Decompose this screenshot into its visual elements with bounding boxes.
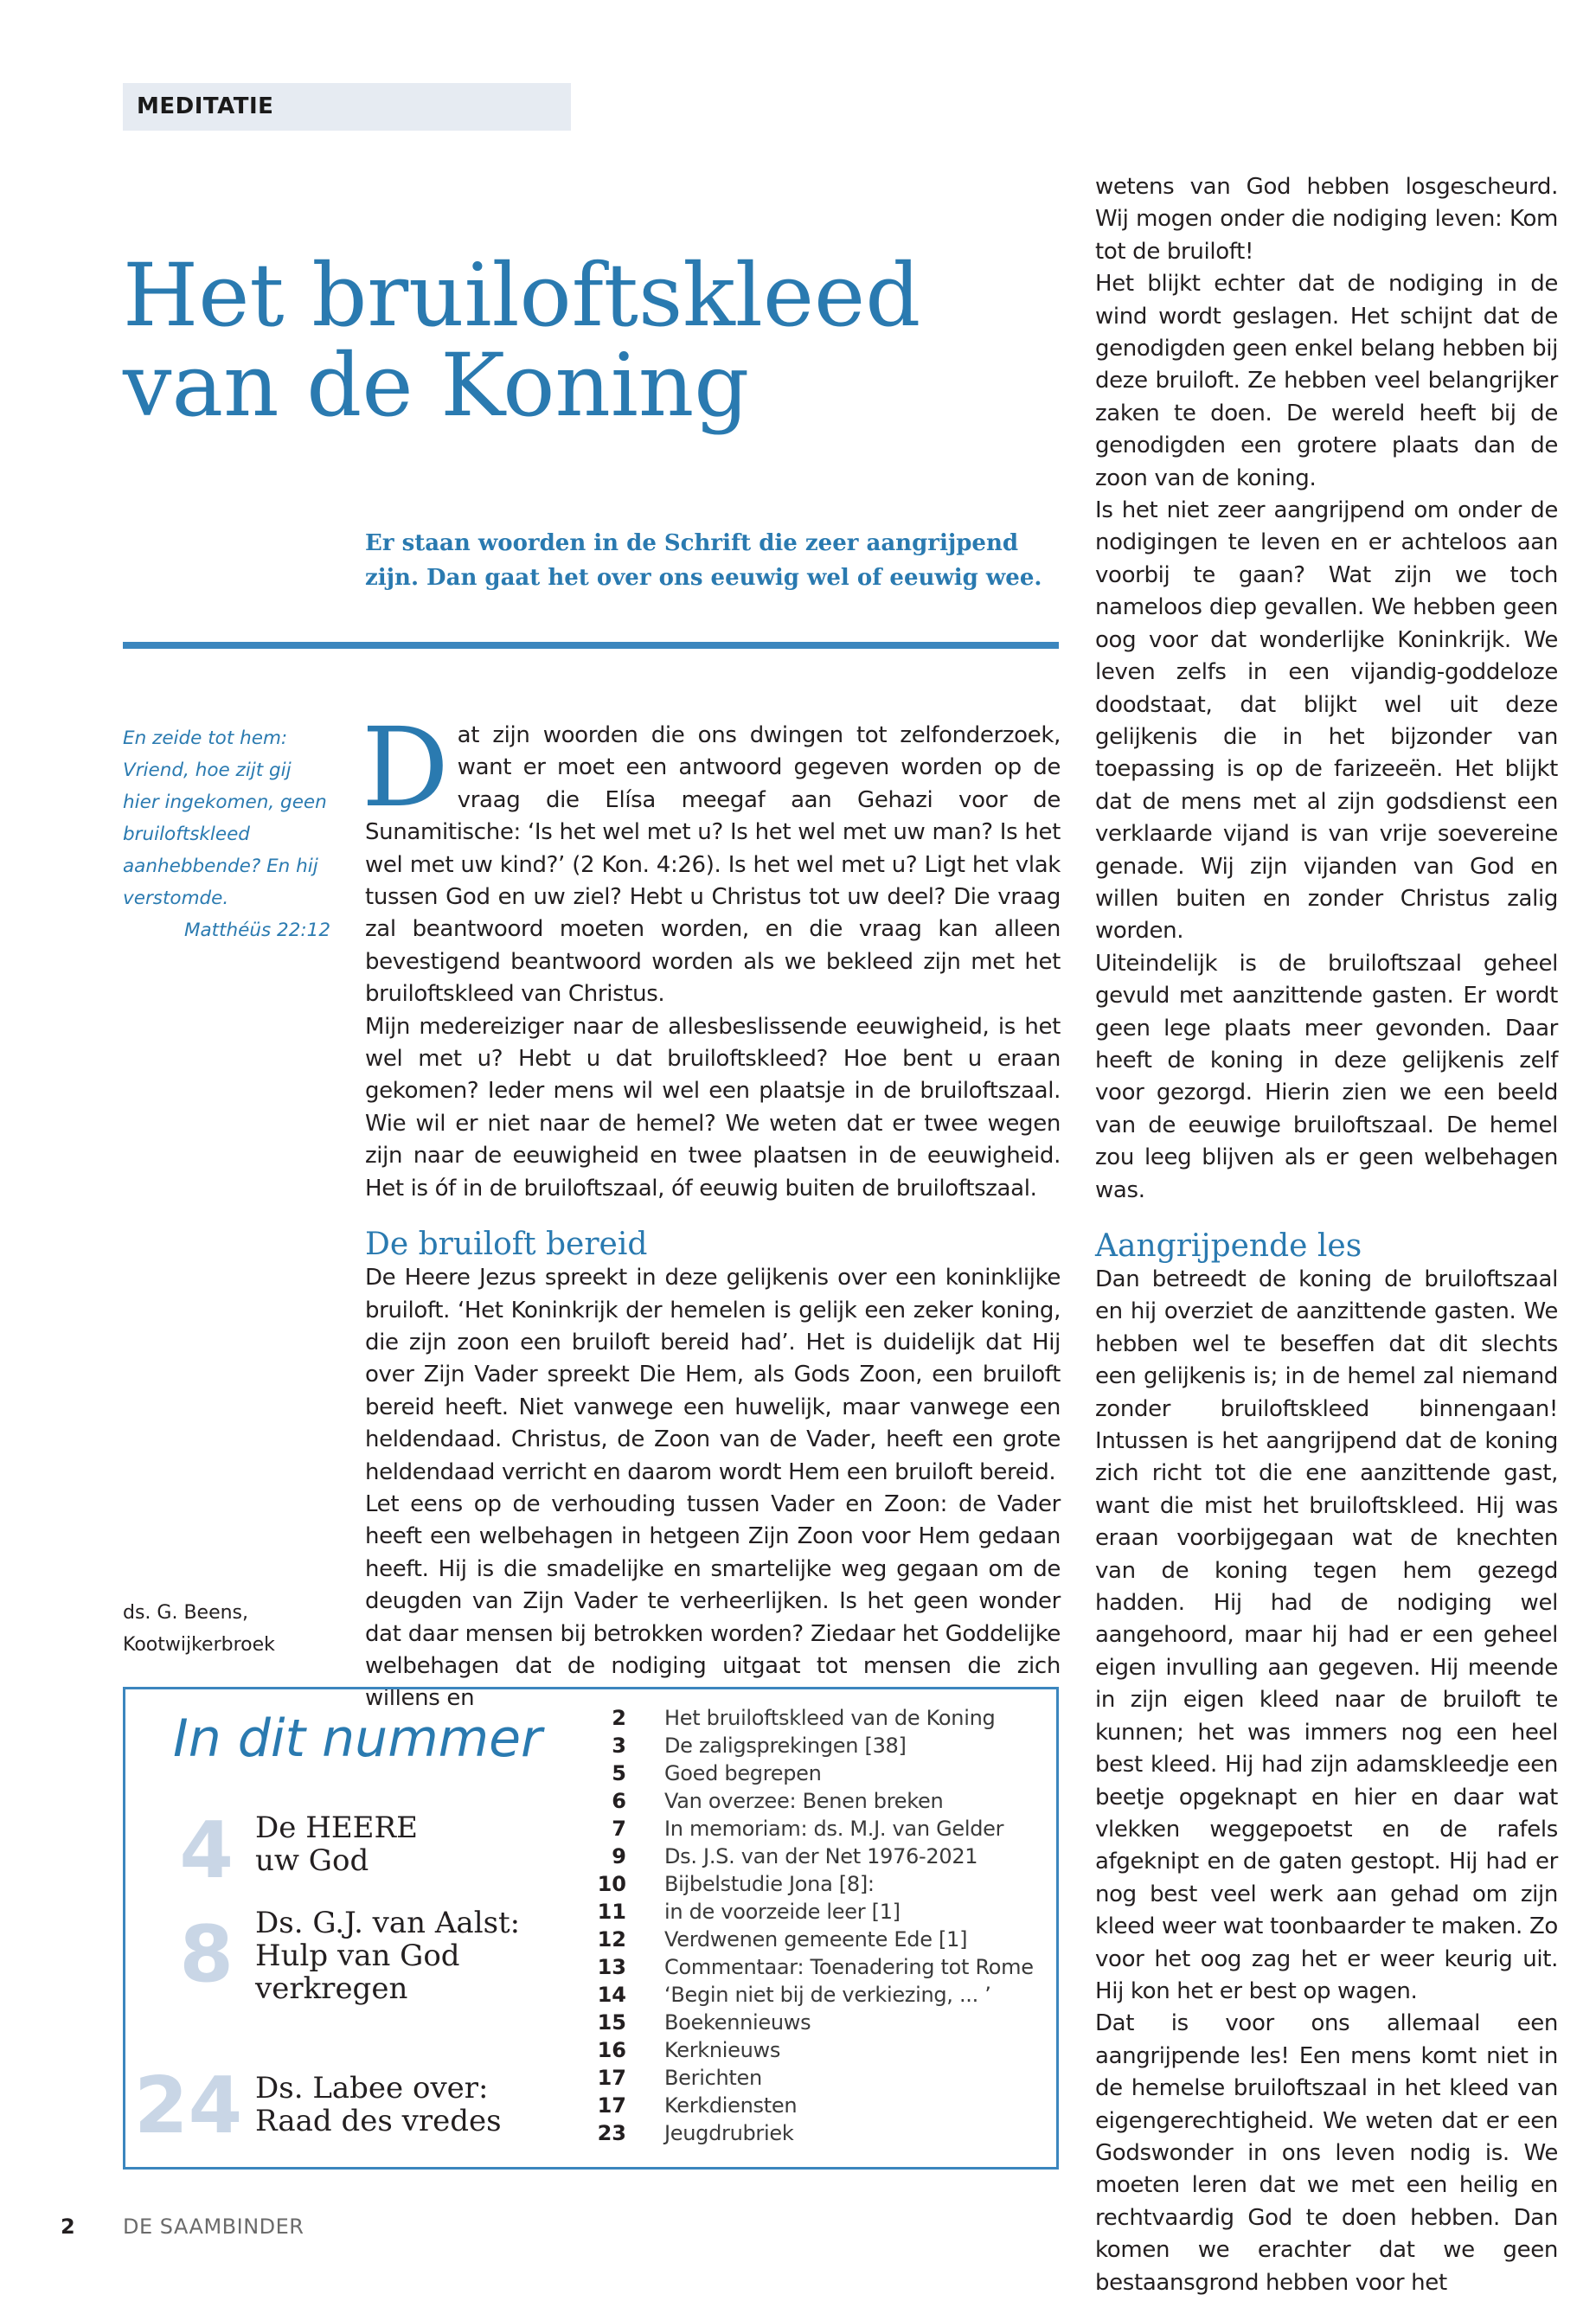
author-name: ds. G. Beens,	[123, 1602, 249, 1624]
toc-item[interactable]	[571, 1704, 1055, 1732]
toc-title: Verdwenen gemeente Ede [1]	[664, 1927, 968, 1952]
toc-item[interactable]	[571, 2036, 1055, 2064]
title-divider	[123, 642, 1059, 649]
toc-page: 13	[597, 1955, 626, 1979]
paragraph-2: Mijn medereiziger naar de allesbeslissende eeuwigheid, is het wel met u? Hebt u dat bruiloftskleed? Hoe bent u eraan gekomen? Ieder mens wil wel een plaatsje in de bruiloftszaal. Wie wil er niet naar de hemel? We weten dat er twee wegen zijn naar de eeuwigheid en twee plaatsen in de eeuwigheid. Het is óf in de bruiloftszaal, óf eeuwig buiten de bruiloftszaal.	[365, 1013, 1061, 1202]
table-of-contents	[571, 1704, 1055, 2147]
toc-title: Jeugdrubriek	[664, 2121, 794, 2145]
toc-item[interactable]	[571, 2064, 1055, 2092]
feature-line: De HEERE	[255, 1811, 418, 1845]
scripture-quote	[123, 722, 330, 946]
toc-item[interactable]	[571, 1759, 1055, 1787]
feature-title	[255, 1907, 549, 2005]
feature-item[interactable]	[134, 1906, 549, 2007]
toc-page: 10	[597, 1872, 626, 1896]
feature-line: uw God	[255, 1843, 369, 1878]
toc-title: Van overzee: Benen breken	[664, 1789, 944, 1813]
toc-page: 5	[612, 1761, 626, 1785]
title-line-1: Het bruiloftskleed	[123, 245, 921, 346]
toc-page: 16	[597, 2038, 626, 2062]
paragraph-3: De Heere Jezus spreekt in deze gelijkenis over een koninklijke bruiloft. ‘Het Koninkrijk der hemelen is gelijk een zeker koning, die zijn zoon een bruiloft bereid had’. Het is duidelijk dat Hij over Zijn Vader spreekt Die Hem, als Gods Zoon, een bruiloft bereid heeft. Niet vanwege een huwelijk, maar vanwege een heldendaad. Christus, de Zoon van de Vader, heeft een grote heldendaad verricht en daarom wordt Hem een bruiloft bereid.	[365, 1265, 1061, 1485]
article-column-middle	[362, 704, 1061, 1715]
author-credit	[123, 1597, 330, 1661]
toc-title: in de voorzeide leer [1]	[664, 1900, 901, 1924]
feature-title	[255, 2072, 549, 2138]
toc-title: Ds. J.S. van der Net 1976-2021	[664, 1844, 978, 1868]
toc-page: 9	[612, 1844, 626, 1868]
lead-paragraph: Er staan woorden in de Schrift die zeer aangrijpend zijn. Dan gaat het over ons eeuwig wel of eeuwig wee.	[365, 530, 1042, 591]
toc-item[interactable]	[571, 1926, 1055, 1953]
toc-title: Bijbelstudie Jona [8]:	[664, 1872, 875, 1896]
feature-page-number: 24	[134, 2061, 243, 2151]
toc-page: 23	[597, 2121, 626, 2145]
toc-item[interactable]	[571, 2119, 1055, 2147]
feature-line: verkregen	[255, 1971, 408, 2006]
paragraph-9: Dan betreedt de koning de bruiloftszaal en hij overziet de aanzittende gasten. We hebben wel te beseffen dat dit slechts een gelijkenis is; in de hemel zal niemand zonder bruiloftskleed binnengaan! Intussen is het aangrijpend dat de koning zich richt tot die ene aanzittende gast, want die mist het bruiloftskleed. Hij was eraan voorbijgegaan wat de knechten van de koning tegen hem gezegd hadden. Hij had de nodiging wel aangehoord, maar hij had er een geheel eigen invulling aan gegeven. Hij meende in zijn eigen kleed naar de bruiloft te kunnen; het was immers nog een heel best kleed. Hij had zijn adamskleedje een beetje opgeknapt en hier en daar wat vlekken weggepoetst en de rafels afgeknipt en de gaten gestopt. Hij had er nog best veel werk aan gehad om zijn kleed weer wat toonbaarder te maken. Zo voor het oog zag het er weer keurig uit. Hij kon het er best op wagen.	[1095, 1266, 1558, 2004]
toc-item[interactable]	[571, 1870, 1055, 1898]
feature-page-number: 4	[179, 1805, 234, 1896]
feature-line: Ds. Labee over:	[255, 2071, 489, 2106]
toc-page: 14	[597, 1983, 626, 2007]
toc-item[interactable]	[571, 1732, 1055, 1759]
toc-page: 7	[612, 1817, 626, 1841]
feature-line: Raad des vredes	[255, 2104, 502, 2138]
toc-title: ‘Begin niet bij de verkiezing, ... ’	[664, 1983, 991, 2007]
paragraph-4: Let eens op de verhouding tussen Vader en Zoon: de Vader heeft een welbehagen in hetgeen Zijn Zoon voor Hem gedaan heeft. Hij is die smadelijke en smartelijke weg gegaan om de deugden van Zijn Vader te verheerlijken. Is het geen wonder dat daar mensen bij betrokken worden? Ziedaar het Goddelijke welbehagen dat de nodiging uitgaat tot mensen die zich willens en	[365, 1490, 1061, 1712]
feature-item[interactable]	[134, 2063, 549, 2158]
section-label: MEDITATIE	[123, 83, 571, 131]
toc-title: De zaligsprekingen [38]	[664, 1734, 907, 1758]
feature-item[interactable]	[134, 1805, 549, 1903]
subheading-bruiloft-bereid: De bruiloft bereid	[365, 1227, 648, 1263]
title-line-2: van de Koning	[123, 335, 750, 436]
toc-title: Kerknieuws	[664, 2038, 781, 2062]
toc-title: Commentaar: Toenadering tot Rome	[664, 1955, 1034, 1979]
paragraph-8: Uiteindelijk is de bruiloftszaal geheel gevuld met aanzittende gasten. Er wordt geen lege plaats meer gevonden. Daar heeft de koning in deze gelijkenis zelf voor gezorgd. Hierin zien we een beeld van de eeuwige bruiloftszaal. De hemel zou leeg blijven als er geen welbehagen was.	[1095, 950, 1558, 1203]
article-title	[123, 245, 1031, 436]
contents-title: In dit nummer	[173, 1708, 542, 1769]
toc-page: 17	[597, 2066, 626, 2090]
toc-page: 11	[597, 1900, 626, 1924]
toc-title: Het bruiloftskleed van de Koning	[664, 1706, 996, 1730]
toc-item[interactable]	[571, 1953, 1055, 1981]
toc-title: Kerkdiensten	[664, 2093, 798, 2118]
toc-page: 12	[597, 1927, 626, 1952]
toc-page: 3	[612, 1734, 626, 1758]
toc-item[interactable]	[571, 2009, 1055, 2036]
toc-page: 15	[597, 2010, 626, 2035]
quote-text: En zeide tot hem: Vriend, hoe zijt gij hier ingekomen, geen bruiloftskleed aanhebbende? En hij verstomde.	[123, 727, 327, 909]
toc-item[interactable]	[571, 1815, 1055, 1843]
paragraph-1	[362, 704, 1061, 1011]
toc-title: Goed begrepen	[664, 1761, 822, 1785]
toc-page: 17	[597, 2093, 626, 2118]
paragraph-6: Het blijkt echter dat de nodiging in de wind wordt geslagen. Het schijnt dat de genodigden geen enkel belang hebben bij deze bruiloft. Ze hebben veel belangrijker zaken te doen. De wereld heeft bij de genodigden een grotere plaats dan de zoon van de koning.	[1095, 271, 1558, 491]
toc-title: Boekennieuws	[664, 2010, 811, 2035]
feature-page-number: 8	[179, 1909, 234, 2000]
toc-item[interactable]	[571, 1787, 1055, 1815]
feature-line: Hulp van God	[255, 1939, 460, 1973]
feature-title	[255, 1811, 549, 1877]
toc-page: 2	[612, 1706, 626, 1730]
author-place: Kootwijkerbroek	[123, 1634, 275, 1656]
feature-line: Ds. G.J. van Aalst:	[255, 1906, 521, 1940]
paragraph-10: Dat is voor ons allemaal een aangrijpende les! Een mens komt niet in de hemelse bruiloftszaal in het kleed van eigengerechtigheid. We weten dat er een Godswonder in ons leven nodig is. We moeten leren dat we met een heilig en rechtvaardig God te doen hebben. Dan komen we erachter dat we geen bestaansgrond hebben voor het	[1095, 2010, 1558, 2296]
article-column-right	[1095, 171, 1558, 2299]
subheading-aangrijpende-les: Aangrijpende les	[1095, 1228, 1362, 1264]
paragraph-5: wetens van God hebben losgescheurd. Wij mogen onder die nodiging leven: Kom tot de bruiloft!	[1095, 174, 1558, 265]
toc-item[interactable]	[571, 1898, 1055, 1926]
paragraph-7: Is het niet zeer aangrijpend om onder de nodigingen te leven en er achteloos aan voorbij te gaan? Wat zijn we toch nameloos diep gevallen. We hebben geen oog voor dat wonderlijke Koninkrijk. We leven zelfs in een vijandig-goddeloze doodstaat, dat blijkt wel uit deze gelijkenis die in het bijzonder van toepassing is op de farizeeën. Het blijkt dat de mens met al zijn godsdienst een verklaarde vijand is van vrije soevereine genade. Wij zijn vijanden van God en willen buiten en zonder Christus zalig worden.	[1095, 497, 1558, 945]
toc-title: In memoriam: ds. M.J. van Gelder	[664, 1817, 1004, 1841]
quote-reference: Matthéüs 22:12	[183, 920, 330, 941]
toc-item[interactable]	[571, 1843, 1055, 1870]
toc-title: Berichten	[664, 2066, 762, 2090]
toc-page: 6	[612, 1789, 626, 1813]
paragraph-1-text: at zijn woorden die ons dwingen tot zelfonderzoek, want er moet een antwoord gegeven worden op de vraag die Elísa meegaf aan Gehazi voor de Sunamitische: ‘Is het wel met u? Is het wel met uw man? Is het wel met uw kind?’ (2 Kon. 4:26). Is het wel met u? Ligt het vlak tussen God en uw ziel? Hebt u Christus tot uw deel? Die vraag zal beantwoord moeten worden, en die vraag kan alleen bevestigend beantwoord worden als we bekleed zijn met het bruiloftskleed van Christus.	[365, 722, 1061, 1008]
footer-magazine-name: DE SAAMBINDER	[123, 2214, 304, 2239]
drop-cap: D	[362, 704, 449, 831]
footer-page-number: 2	[61, 2214, 75, 2239]
toc-item[interactable]	[571, 1981, 1055, 2009]
toc-item[interactable]	[571, 2092, 1055, 2119]
